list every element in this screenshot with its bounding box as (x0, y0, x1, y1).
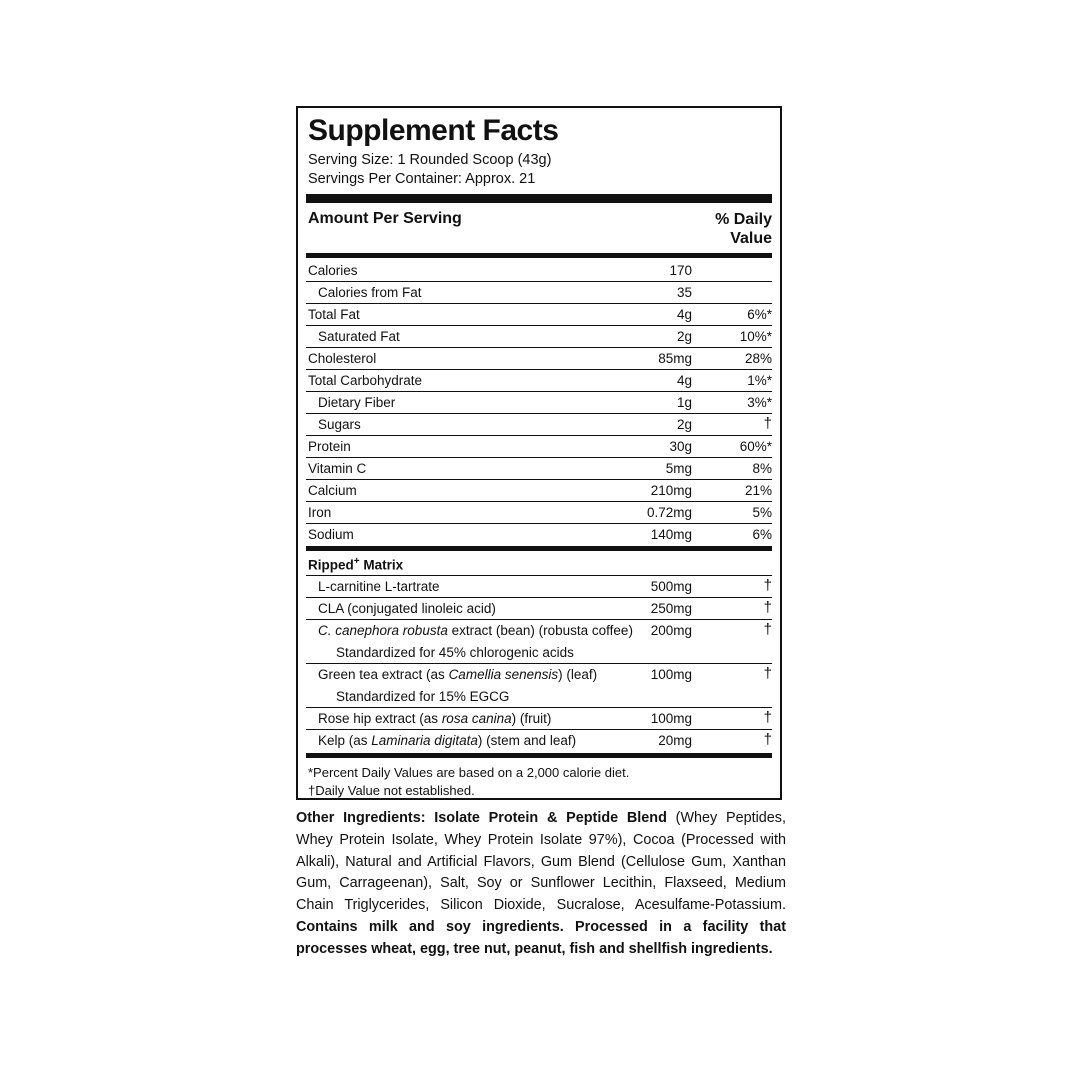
matrix-divider (306, 546, 772, 551)
other-ingredients-label: Other Ingredients: Isolate Protein & Peptide Blend (296, 810, 667, 826)
nutrient-amount: 35 (676, 285, 692, 300)
nutrient-name: Total Carbohydrate (308, 373, 423, 388)
nutrient-dv: 60%* (739, 439, 772, 454)
matrix-row-green-tea (306, 664, 772, 686)
nutrient-name: Sugars (318, 417, 361, 432)
other-ingredients (296, 808, 786, 961)
nutrient-dv: 6% (752, 527, 772, 542)
footnote-percent-daily: *Percent Daily Values are based on a 2,000 calorie diet. (308, 765, 630, 780)
ingredient-name: CLA (conjugated linoleic acid) (318, 601, 496, 616)
ingredient-dv: † (763, 731, 772, 748)
nutrient-row-total-carbohydrate (306, 370, 772, 392)
nutrient-amount: 210mg (650, 483, 692, 498)
ingredient-dv: † (763, 599, 772, 616)
ingredient-name-rest: extract (bean) (robusta coffee) (447, 623, 633, 638)
matrix-row-coffee-standardized (306, 642, 772, 664)
nutrient-row-calcium (306, 480, 772, 502)
ingredient-dv: † (763, 577, 772, 594)
ingredient-dv: † (763, 665, 772, 682)
nutrient-name: Iron (308, 505, 332, 520)
nutrient-amount: 2g (676, 417, 692, 432)
daily-value-header (715, 210, 772, 248)
ingredient-amount: 250mg (650, 601, 692, 616)
matrix-title-text: Ripped (308, 557, 354, 573)
matrix-row-green-tea-standardized (306, 686, 772, 708)
matrix-row-coffee (306, 620, 772, 642)
ingredient-name-rest: ) (leaf) (558, 667, 598, 682)
nutrient-amount: 170 (669, 263, 692, 278)
daily-value-header-line2: Value (730, 230, 772, 247)
supplement-facts-panel (296, 106, 782, 800)
nutrient-row-sodium (306, 524, 772, 546)
panel-title: Supplement Facts (308, 114, 559, 147)
nutrient-name: Calcium (308, 483, 357, 498)
ingredient-name-rest: ) (stem and leaf) (477, 733, 577, 748)
daily-value-header-line1: % Daily (715, 211, 772, 228)
nutrient-dv: 5% (752, 505, 772, 520)
matrix-title (308, 556, 403, 573)
nutrient-row-protein (306, 436, 772, 458)
nutrient-dv: 10%* (739, 329, 772, 344)
nutrient-amount: 4g (676, 373, 692, 388)
servings-per-container: Servings Per Container: Approx. 21 (308, 171, 536, 187)
matrix-title-suffix: Matrix (359, 557, 404, 573)
nutrient-name: Saturated Fat (318, 329, 400, 344)
ingredient-name-pre: Rose hip extract (as (318, 711, 442, 726)
nutrient-dv: 3%* (747, 395, 772, 410)
ingredient-name-pre: Green tea extract (as (318, 667, 449, 682)
header-divider (306, 253, 772, 258)
nutrient-dv: 21% (744, 483, 772, 498)
ingredient-name (318, 711, 551, 726)
nutrient-amount: 30g (669, 439, 692, 454)
nutrient-row-total-fat (306, 304, 772, 326)
ingredient-name-italic: Laminaria digitata (371, 733, 478, 748)
ingredient-name-italic: C. canephora robusta (318, 623, 448, 638)
ingredient-amount: 500mg (650, 579, 692, 594)
nutrient-dv: 6%* (747, 307, 772, 322)
nutrient-dv: 8% (752, 461, 772, 476)
ingredient-dv: † (763, 709, 772, 726)
nutrient-row-iron (306, 502, 772, 524)
nutrient-amount: 4g (676, 307, 692, 322)
nutrient-row-saturated-fat (306, 326, 772, 348)
ingredient-name (318, 667, 597, 682)
nutrient-row-cholesterol (306, 348, 772, 370)
nutrient-amount: 5mg (665, 461, 692, 476)
nutrient-name: Vitamin C (308, 461, 367, 476)
thick-divider (306, 194, 772, 203)
ingredient-dv: † (763, 621, 772, 638)
nutrient-row-calories-from-fat (306, 282, 772, 304)
nutrient-row-vitamin-c (306, 458, 772, 480)
nutrient-name: Dietary Fiber (318, 395, 396, 410)
footnote-dagger: †Daily Value not established. (308, 783, 475, 798)
nutrient-name: Calories (308, 263, 358, 278)
ingredient-name-rest: ) (fruit) (511, 711, 552, 726)
amount-per-serving-header: Amount Per Serving (308, 210, 462, 227)
matrix-row-kelp (306, 730, 772, 752)
ingredient-amount: 100mg (650, 711, 692, 726)
other-ingredients-text: (Whey Peptides, Whey Protein Isolate, Whey Protein Isolate 97%), Cocoa (Processed with Alkali), Natural and Artificial Flavors, Gum Blend (Cellulose Gum, Xanthan Gum, Carrageenan), Salt, Soy or Sunflower Lecithin, Flaxseed, Medium Chain Triglycerides, Silicon Dioxide, Sucralose, Acesulfame-Potassium. (296, 810, 786, 914)
ingredient-name-italic: Camellia senensis (448, 667, 559, 682)
nutrient-amount: 140mg (650, 527, 692, 542)
nutrient-row-calories (306, 260, 772, 282)
nutrient-name: Cholesterol (308, 351, 377, 366)
matrix-row-l-carnitine (306, 576, 772, 598)
ingredient-name: Standardized for 45% chlorogenic acids (336, 645, 574, 660)
nutrient-name: Total Fat (308, 307, 360, 322)
nutrient-amount: 85mg (658, 351, 692, 366)
matrix-title-sup: + (353, 556, 360, 567)
ingredient-amount: 20mg (658, 733, 692, 748)
nutrient-dv: † (763, 415, 772, 432)
matrix-row-rose-hip (306, 708, 772, 730)
ingredient-name-pre: Kelp (as (318, 733, 372, 748)
ingredient-name: L-carnitine L-tartrate (318, 579, 440, 594)
nutrient-amount: 2g (676, 329, 692, 344)
serving-size: Serving Size: 1 Rounded Scoop (43g) (308, 152, 552, 168)
nutrient-name: Protein (308, 439, 351, 454)
nutrient-amount: 1g (676, 395, 692, 410)
nutrient-row-sugars (306, 414, 772, 436)
nutrient-dv: 1%* (747, 373, 772, 388)
nutrient-name: Sodium (308, 527, 354, 542)
ingredient-amount: 100mg (650, 667, 692, 682)
footnote-divider (306, 753, 772, 758)
nutrient-name: Calories from Fat (318, 285, 422, 300)
nutrient-amount: 0.72mg (646, 505, 692, 520)
ingredient-name (318, 623, 633, 638)
matrix-row-cla (306, 598, 772, 620)
ingredient-name-italic: rosa canina (441, 711, 512, 726)
ingredient-amount: 200mg (650, 623, 692, 638)
ingredient-name (318, 733, 576, 748)
ingredient-name: Standardized for 15% EGCG (336, 689, 510, 704)
nutrient-row-dietary-fiber (306, 392, 772, 414)
allergen-statement: Contains milk and soy ingredients. Processed in a facility that processes wheat, egg, tree nut, peanut, fish and shellfish ingredients. (296, 918, 786, 957)
nutrient-dv: 28% (744, 351, 772, 366)
